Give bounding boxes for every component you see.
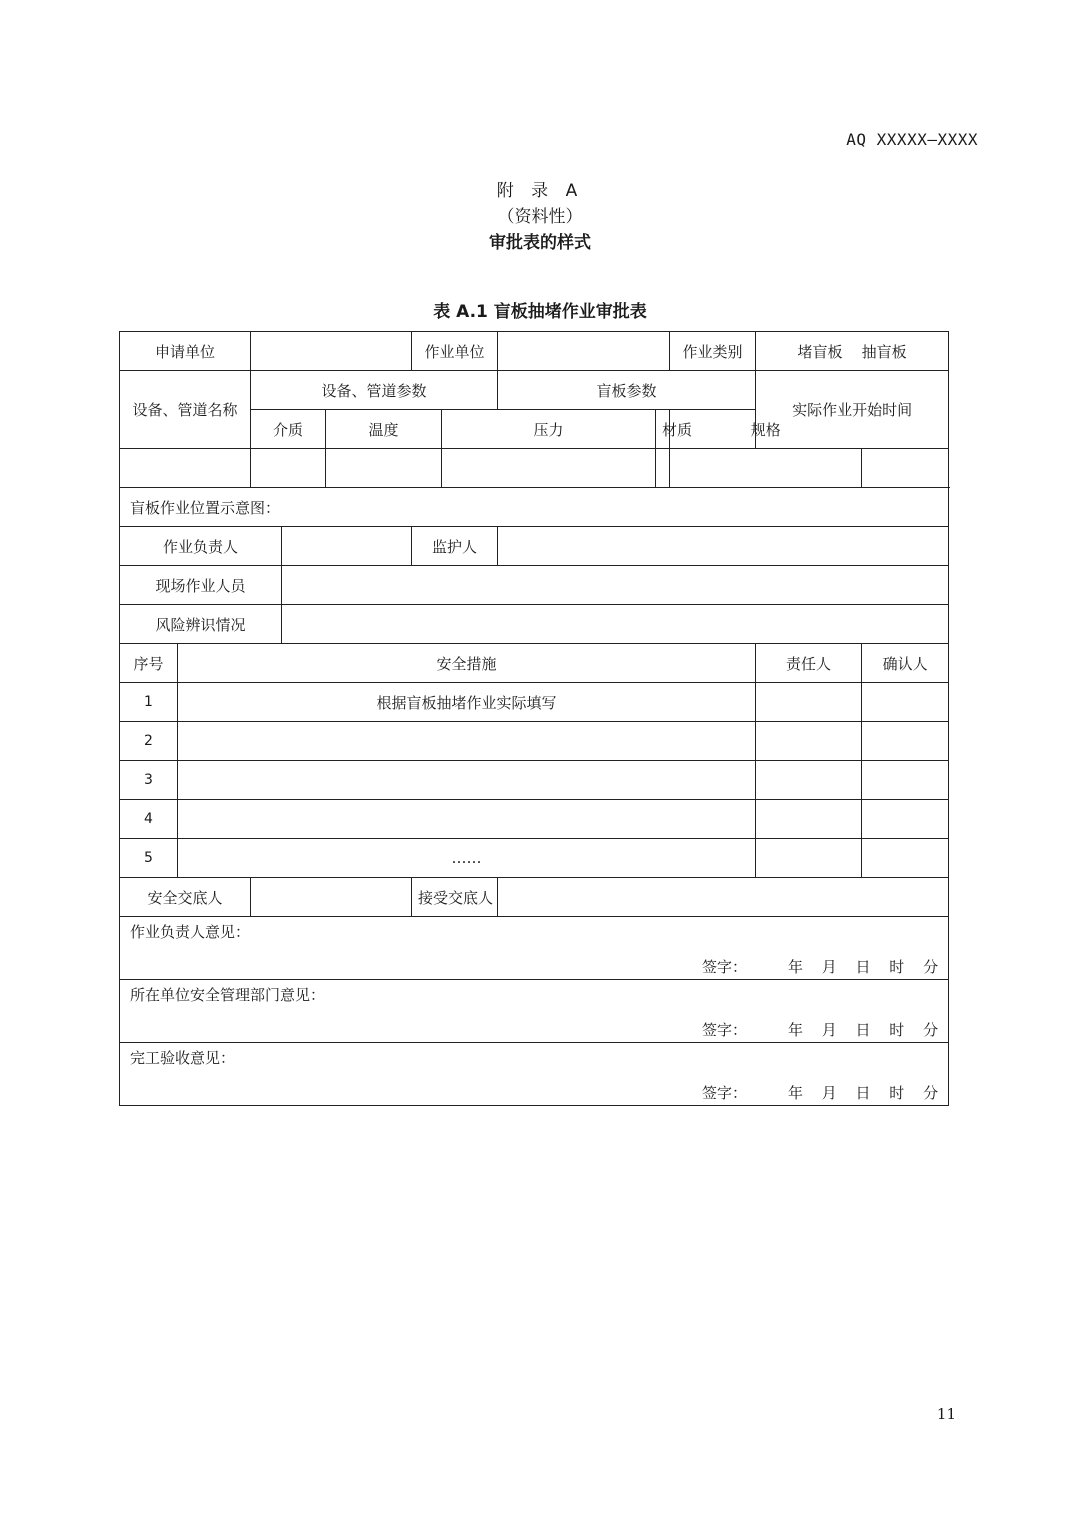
- responsible-cell[interactable]: [756, 683, 862, 722]
- handover-giver-label: 安全交底人: [120, 878, 251, 917]
- table-caption: 表 A.1 盲板抽堵作业审批表: [433, 302, 647, 322]
- spec-field[interactable]: [670, 449, 862, 488]
- risk-label: 风险辨识情况: [120, 605, 282, 644]
- page-number: 11: [936, 1405, 956, 1423]
- material-field[interactable]: [656, 449, 670, 488]
- leader-opinion-cell[interactable]: [120, 917, 949, 980]
- responsible-cell[interactable]: [756, 800, 862, 839]
- equipment-name-field[interactable]: [120, 449, 251, 488]
- seq-cell: 5: [120, 839, 178, 878]
- work-category-options[interactable]: 堵盲板 抽盲板: [756, 332, 949, 371]
- seq-cell: 2: [120, 722, 178, 761]
- measures-header: 安全措施: [178, 644, 756, 683]
- table-row: [120, 839, 949, 878]
- table-row: [120, 761, 949, 800]
- work-category-label: 作业类别: [670, 332, 756, 371]
- appendix-title: 附 录 A: [496, 181, 584, 201]
- table-row: [120, 800, 949, 839]
- responsible-cell[interactable]: [756, 722, 862, 761]
- measure-cell[interactable]: [178, 722, 756, 761]
- applicant-label: 申请单位: [120, 332, 251, 371]
- equipment-name-label: 设备、管道名称: [120, 371, 251, 449]
- safety-dept-opinion-label: 所在单位安全管理部门意见：: [130, 986, 326, 1004]
- table-row: [120, 683, 949, 722]
- pressure-field[interactable]: [442, 449, 656, 488]
- leader-field[interactable]: [282, 527, 412, 566]
- date-label: 年 月 日 时 分: [788, 958, 939, 976]
- medium-field[interactable]: [251, 449, 326, 488]
- safety-dept-opinion-cell[interactable]: [120, 980, 949, 1043]
- confirmer-cell[interactable]: [862, 683, 949, 722]
- workers-label: 现场作业人员: [120, 566, 282, 605]
- responsible-cell[interactable]: [756, 761, 862, 800]
- handover-giver-field[interactable]: [251, 878, 412, 917]
- work-unit-field[interactable]: [498, 332, 670, 371]
- spec-label: 规格: [670, 410, 862, 449]
- seq-cell: 1: [120, 683, 178, 722]
- completion-opinion-label: 完工验收意见：: [130, 1049, 236, 1067]
- guardian-field[interactable]: [498, 527, 949, 566]
- equipment-params-label: 设备、管道参数: [251, 371, 498, 410]
- handover-receiver-label: 接受交底人: [412, 878, 498, 917]
- appendix-nature: （资料性）: [497, 207, 583, 227]
- approval-form-table: [119, 331, 949, 1106]
- material-label: 材质: [656, 410, 670, 449]
- seq-header: 序号: [120, 644, 178, 683]
- applicant-field[interactable]: [251, 332, 412, 371]
- date-label: 年 月 日 时 分: [788, 1084, 939, 1102]
- confirmer-header: 确认人: [862, 644, 949, 683]
- table-row: [120, 722, 949, 761]
- date-label: 年 月 日 时 分: [788, 1021, 939, 1039]
- blind-params-label: 盲板参数: [498, 371, 756, 410]
- completion-opinion-cell[interactable]: [120, 1043, 949, 1106]
- measure-cell[interactable]: 根据盲板抽堵作业实际填写: [178, 683, 756, 722]
- responsible-header: 责任人: [756, 644, 862, 683]
- leader-opinion-label: 作业负责人意见：: [130, 923, 251, 941]
- risk-field[interactable]: [282, 605, 949, 644]
- work-unit-label: 作业单位: [412, 332, 498, 371]
- guardian-label: 监护人: [412, 527, 498, 566]
- signature-label: 签字：: [702, 1084, 748, 1102]
- confirmer-cell[interactable]: [862, 800, 949, 839]
- measure-cell[interactable]: [178, 761, 756, 800]
- medium-label: 介质: [251, 410, 326, 449]
- signature-label: 签字：: [702, 958, 748, 976]
- confirmer-cell[interactable]: [862, 839, 949, 878]
- leader-label: 作业负责人: [120, 527, 282, 566]
- document-code: AQ XXXXX—XXXX: [846, 130, 978, 149]
- measure-cell[interactable]: ……: [178, 839, 756, 878]
- confirmer-cell[interactable]: [862, 761, 949, 800]
- pressure-label: 压力: [442, 410, 656, 449]
- gasket-field[interactable]: [862, 449, 949, 488]
- appendix-subject: 审批表的样式: [489, 233, 591, 253]
- measure-cell[interactable]: [178, 800, 756, 839]
- start-time-label: 实际作业开始时间: [756, 371, 949, 449]
- position-diagram-label: 盲板作业位置示意图：: [120, 488, 949, 527]
- temperature-field[interactable]: [326, 449, 442, 488]
- responsible-cell[interactable]: [756, 839, 862, 878]
- workers-field[interactable]: [282, 566, 949, 605]
- seq-cell: 4: [120, 800, 178, 839]
- temperature-label: 温度: [326, 410, 442, 449]
- seq-cell: 3: [120, 761, 178, 800]
- handover-receiver-field[interactable]: [498, 878, 949, 917]
- confirmer-cell[interactable]: [862, 722, 949, 761]
- signature-label: 签字：: [702, 1021, 748, 1039]
